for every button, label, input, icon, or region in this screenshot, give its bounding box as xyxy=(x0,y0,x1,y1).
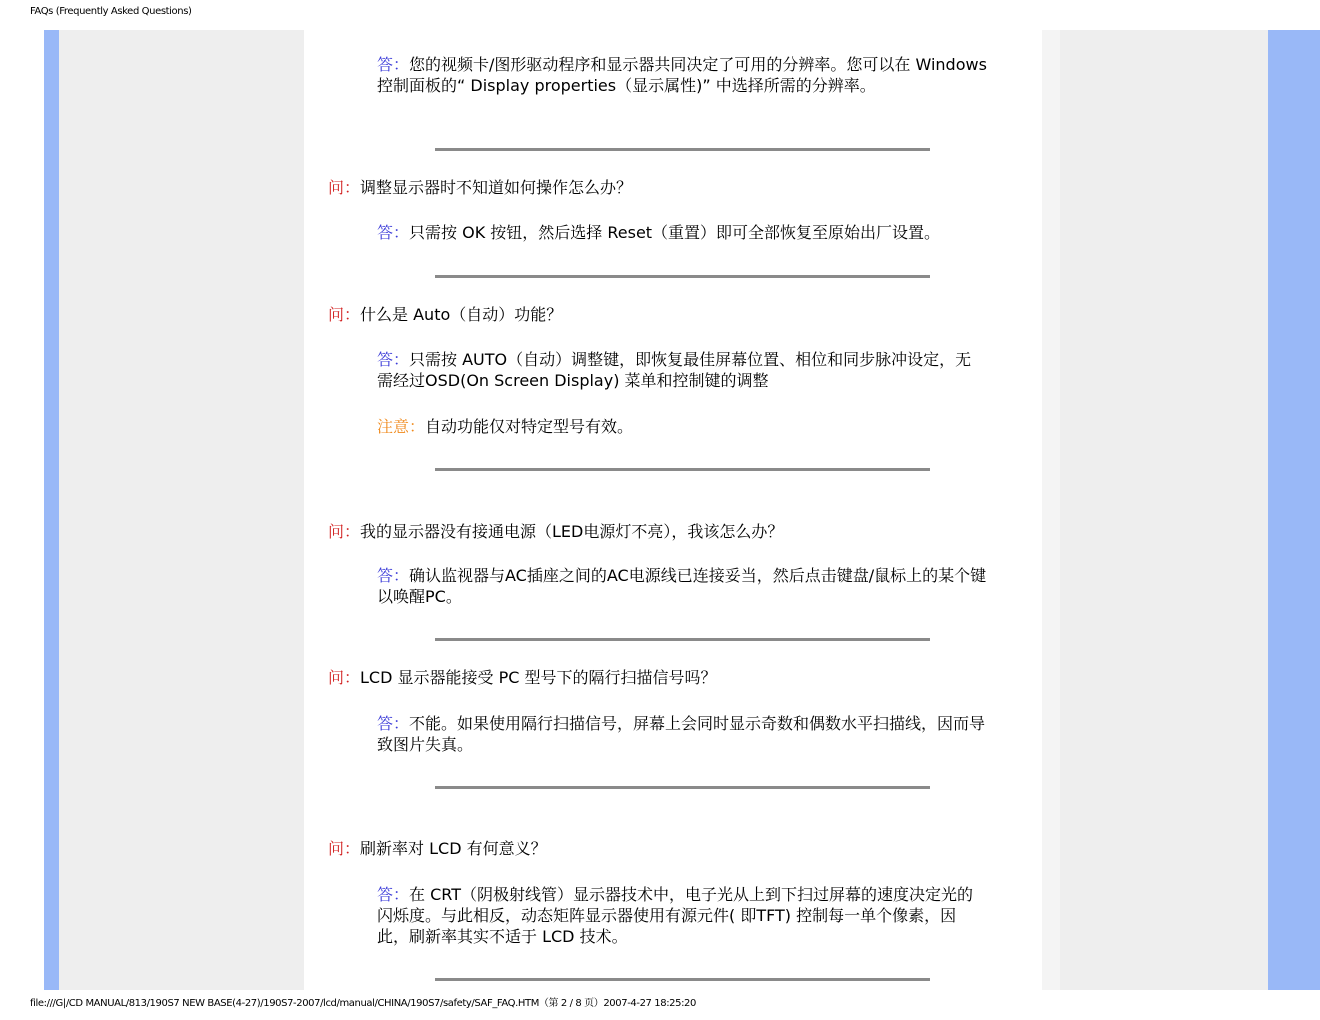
faq-answer xyxy=(377,349,987,391)
question-text: 调整显示器时不知道如何操作怎么办？ xyxy=(360,178,633,197)
faq-separator xyxy=(435,786,930,789)
right-accent-bar xyxy=(1268,30,1320,990)
faq-note xyxy=(377,416,987,437)
question-text: LCD 显示器能接受 PC 型号下的隔行扫描信号吗？ xyxy=(360,668,717,687)
question-label: 问： xyxy=(328,522,361,541)
question-text: 我的显示器没有接通电源（LED电源灯不亮），我该怎么办？ xyxy=(360,522,784,541)
faq-separator xyxy=(435,468,930,471)
question-text: 刷新率对 LCD 有何意义？ xyxy=(360,839,547,858)
faq-answer xyxy=(377,54,987,96)
question-label: 问： xyxy=(328,839,361,858)
answer-text: 只需按 AUTO（自动）调整键，即恢复最佳屏幕位置、相位和同步脉冲设定，无需经过OSD(On Screen Display) 菜单和控制键的调整 xyxy=(377,350,972,390)
faq-question xyxy=(328,177,632,199)
faq-separator xyxy=(435,638,930,641)
answer-text: 您的视频卡/图形驱动程序和显示器共同决定了可用的分辨率。您可以在 Windows 控制面板的“ Display properties（显示属性)” 中选择所需的分辨率。 xyxy=(377,55,987,95)
answer-text: 只需按 OK 按钮，然后选择 Reset（重置）即可全部恢复至原始出厂设置。 xyxy=(409,223,941,242)
page-header-title: FAQs (Frequently Asked Questions) xyxy=(30,6,192,17)
right-margin-strip xyxy=(1042,30,1060,990)
question-label: 问： xyxy=(328,305,361,324)
answer-label: 答： xyxy=(377,714,410,733)
note-text: 自动功能仅对特定型号有效。 xyxy=(425,417,634,436)
faq-content xyxy=(304,30,1042,990)
question-label: 问： xyxy=(328,178,361,197)
answer-label: 答： xyxy=(377,566,410,585)
question-label: 问： xyxy=(328,668,361,687)
answer-text: 确认监视器与AC插座之间的AC电源线已连接妥当，然后点击键盘/鼠标上的某个键以唤醒PC。 xyxy=(377,566,987,606)
left-margin-panel xyxy=(59,30,304,990)
answer-label: 答： xyxy=(377,223,410,242)
faq-question xyxy=(328,304,562,326)
page-footer-path: file:///G|/CD MANUAL/813/190S7 NEW BASE(4-27)/190S7-2007/lcd/manual/CHINA/190S7/safety/SAF_FAQ.HTM（第 2 / 8 页）2007-4-27 18:25:20 xyxy=(30,998,696,1009)
answer-label: 答： xyxy=(377,350,410,369)
faq-answer xyxy=(377,884,987,947)
answer-text: 在 CRT（阴极射线管）显示器技术中，电子光从上到下扫过屏幕的速度决定光的闪烁度。与此相反，动态矩阵显示器使用有源元件( 即TFT) 控制每一单个像素，因此，刷新率其实不适于 LCD 技术。 xyxy=(377,885,974,946)
faq-separator xyxy=(435,978,930,981)
note-label: 注意： xyxy=(377,417,426,436)
faq-answer xyxy=(377,713,987,755)
question-text: 什么是 Auto（自动）功能？ xyxy=(360,305,563,324)
left-accent-bar xyxy=(44,30,59,990)
faq-question xyxy=(328,667,717,689)
answer-label: 答： xyxy=(377,55,410,74)
faq-question xyxy=(328,521,783,543)
faq-separator xyxy=(435,148,930,151)
answer-label: 答： xyxy=(377,885,410,904)
right-margin-panel xyxy=(1060,30,1268,990)
faq-answer xyxy=(377,565,987,607)
answer-text: 不能。如果使用隔行扫描信号，屏幕上会同时显示奇数和偶数水平扫描线，因而导致图片失真。 xyxy=(377,714,986,754)
faq-answer xyxy=(377,222,987,243)
faq-separator xyxy=(435,275,930,278)
faq-question xyxy=(328,838,547,860)
